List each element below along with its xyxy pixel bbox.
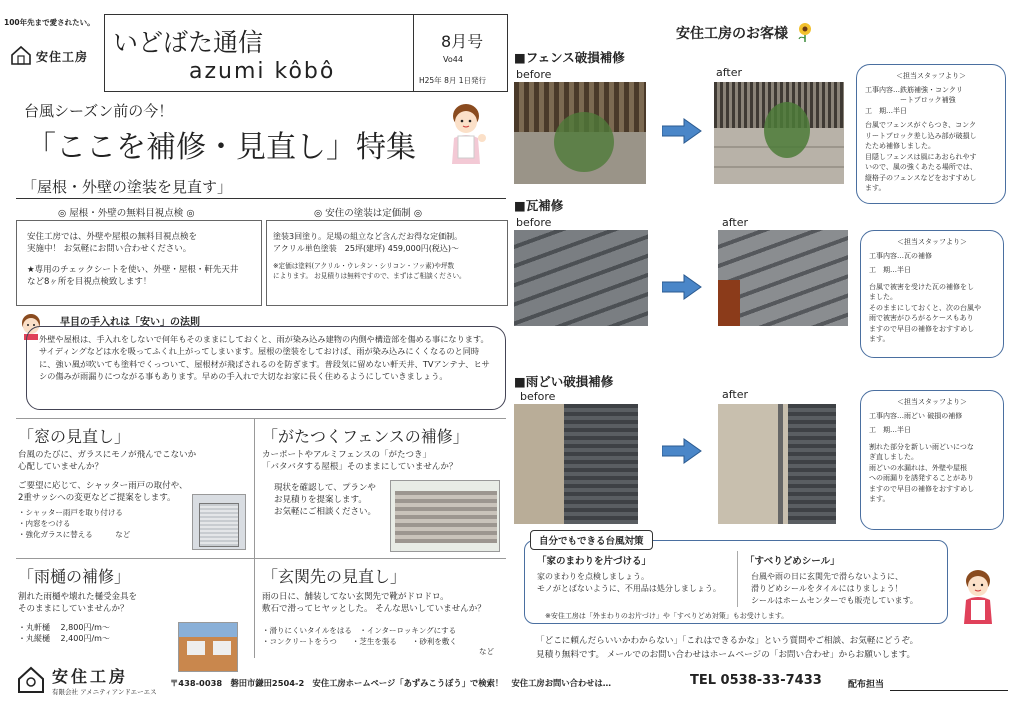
footer-distributor: 配布担当: [848, 680, 885, 690]
consult-text-2: 見積り無料です。 メールでのお問い合わせはホームページの「お問い合わせ」からお願いします。: [536, 650, 916, 660]
case3-before-label: before: [520, 390, 556, 403]
feature-title: 「ここを補修・見直し」特集: [26, 130, 416, 165]
window-shutter-photo: [192, 494, 246, 550]
window-section: 「窓の見直し」 台風のたびに、ガラスにモノが飛んでこないか 心配していませんか？ ご要望に応じて、シャッター雨戸の取付や、 2重サッシへの変更などご提案をします。 ・シャッター雨戸を取り付ける ・内窓をつける ・強化ガラスに替える など: [18, 424, 254, 554]
case2-after-label: after: [722, 216, 749, 229]
footer-tel: TEL 0538-33-7433: [690, 673, 822, 688]
case2-before-label: before: [516, 216, 552, 229]
newsletter-header: [104, 14, 508, 92]
feature-lead: 台風シーズン前の今！: [24, 102, 174, 120]
gutter-title: 「雨樋の補修」: [18, 567, 131, 586]
house-icon: [10, 44, 32, 66]
issue-number: Vo44: [443, 55, 463, 64]
brand-name: 安住工房: [36, 50, 89, 64]
case1-after-photo: [714, 82, 844, 184]
case1-after-label: after: [716, 66, 743, 79]
case1-title: ■フェンス破損補修: [514, 50, 625, 65]
pricing-box: 塗装3回塗り。足場の組立など含んだお得な定価制。 アクリル単色塗装 25坪(建坪) 459,000円(税込)～ ※定価は塗料(アクリル・ウレタン・シリコン・フッ素)や坪数 によります。 お見積りは無料ですので、まずはご相談ください。: [266, 220, 508, 306]
issue-date: H25年 8月 1日発行: [419, 76, 486, 85]
window-title: 「窓の見直し」: [18, 427, 131, 446]
case3-staff-comment: ＜担当スタッフより＞ 工事内容…雨どい 破損の補修 工 期…半日 割れた部分を新しい雨どいにつな ぎ直しました。 雨どいの水漏れは、外壁や屋根 への雨漏りを誘発することがあり ますので早目の補修をおすすめし ます。: [860, 390, 1004, 530]
fence-section: 「がたつくフェンスの補修」 カーポートやアルミフェンスの「がたつき」 「バタバタする屋根」そのままにしていませんか？ 現状を確認して、プランや お見積りを提案します。 お気軽にご相談ください。: [262, 424, 506, 554]
case3-arrow-icon: [662, 438, 702, 468]
case2-before-photo: [514, 230, 648, 326]
case3-title: ■雨どい破損補修: [514, 374, 614, 389]
diy-tab: 自分でもできる台風対策: [530, 530, 653, 550]
entrance-title: 「玄関先の見直し」: [262, 567, 407, 586]
footer-logo-icon: [16, 664, 46, 694]
case2-arrow-icon: [662, 274, 702, 304]
gutter-photo: [178, 622, 238, 672]
newsletter-title-en: azumi kôbô: [189, 59, 336, 84]
case1-arrow-icon: [662, 118, 702, 148]
case3-after-photo: [718, 404, 836, 524]
sunflower-icon: [797, 22, 813, 46]
brand-logo: [4, 18, 104, 80]
diy-mascot: [956, 566, 1000, 624]
case3-after-label: after: [722, 388, 749, 401]
case3-before-photo: [514, 404, 638, 524]
fence-photo: [390, 480, 500, 552]
fence-title: 「がたつくフェンスの補修」: [262, 427, 469, 446]
box2-heading: ◎ 安住の塗装は定価制 ◎: [314, 208, 423, 219]
footer-company-sub: 有限会社 アメニティアンドエーエス: [52, 688, 157, 696]
newsletter-title: いどばた通信: [113, 28, 264, 57]
sub-title: 「屋根・外壁の塗装を見直す」: [22, 178, 233, 196]
entrance-section: 「玄関先の見直し」 雨の日に、舗装してない玄関先で靴がドロドロ。 敷石で滑ってヒヤッとした。 そんな思いしていませんか？ ・滑りにくいタイルをはる ・インターロッキングにする ・コンクリートをうつ ・芝生を張る ・砂利を敷く など: [262, 564, 508, 664]
brand-tagline: 100年先まで愛されたい。: [4, 18, 95, 27]
box1-heading: ◎ 屋根・外壁の無料目視点検 ◎: [58, 208, 195, 219]
case1-before-photo: [514, 82, 646, 184]
case2-title: ■瓦補修: [514, 198, 564, 213]
footer-company: 安住工房: [52, 667, 129, 686]
mascot-illustration: [440, 100, 492, 164]
diy-box: 「家のまわりを片づける」 家のまわりを点検しましょう。 モノがとばないように、不用品は処分しましょう。 「すべりどめシール」 台風や雨の日に玄関先で滑らないように、 滑りどめシールをタイルにはりましょう！ シールはホームセンターでも販売しています。 ※安住工房は「外まわりのお片づけ」や「すべりどめ対策」もお受けします。: [524, 540, 948, 624]
inspection-box: 安住工房では、外壁や屋根の無料目視点検を 実施中！ お気軽にお問い合わせください。 ★専用のチェックシートを使い、外壁・屋根・軒先天井 など8ヶ所を目視点検致します！: [16, 220, 262, 306]
consult-text-1: 「どこに頼んだらいいかわからない」「これはできるかな」という質問やご相談、お気軽にどうぞ。: [536, 636, 919, 646]
case2-after-photo: [718, 230, 848, 326]
gutter-section: 「雨樋の補修」 割れた雨樋や壊れた樋受金具を そのままにしていませんか？ ・丸軒樋 2,800円/m～ ・丸縦樋 2,400円/m～: [18, 564, 254, 664]
issue-month: 8月号: [441, 32, 484, 51]
rule-box: 外壁や屋根は、手入れをしないで何年もそのままにしておくと、雨が染み込み建物の内側や構造部を傷める事になります。サイディングなどは水を吸ってふくれ上がってしまいます。屋根の塗装をしておけば、雨が染み込みにくくなるのと同時に、強い風が吹いても塗料でくっついて、屋根材が飛ばされるのを防ぎます。普段気に留めない軒天井、TVアンテナ、ヒサシの傷みが雨漏りにつながる事もあります。早めの手入れで大切なお家に長く住めるようにしていきましょう。: [26, 326, 506, 410]
case2-staff-comment: ＜担当スタッフより＞ 工事内容…瓦の補修 工 期…半日 台風で被害を受けた瓦の補修をし ました。 そのままにしておくと、次の台風や 雨で被害がひろがるケースもあり ますので早目の補修をおすすめし ます。: [860, 230, 1004, 358]
customers-heading: 安住工房のお客様: [676, 22, 813, 46]
rule-title: 早目の手入れは「安い」の法則: [60, 317, 200, 328]
footer-address: 〒438-0038 磐田市鎌田2504-2 安住工房ホームページ「あずみこうぼう」で検索！ 安住工房お問い合わせは…: [170, 678, 612, 688]
case1-before-label: before: [516, 68, 552, 81]
case1-staff-comment: ＜担当スタッフより＞ 工事内容…鉄筋補強・コンクリ ートブロック補強 工 期…半日 台風でフェンスがぐらつき、コンク リートブロック差し込み部が破損し たため補修しました。 目隠しフェンスは風にあおられやす いので、風の強くあたる場所では、 縦格子のフェンスなどをおすすめし ます。: [856, 64, 1006, 204]
diy-b-title: 「すべりどめシール」: [745, 556, 840, 567]
diy-a-title: 「家のまわりを片づける」: [537, 556, 652, 567]
